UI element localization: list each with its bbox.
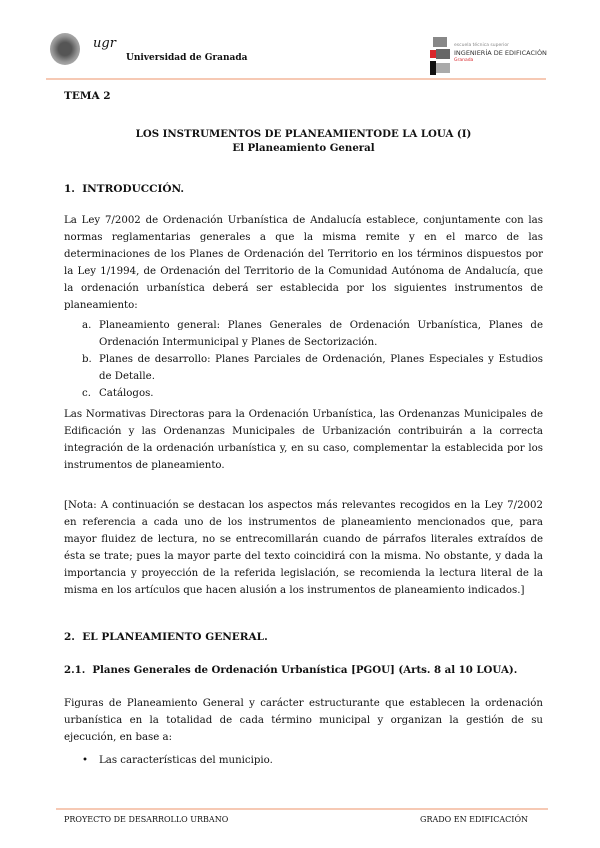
section-2-heading: 2. EL PLANEAMIENTO GENERAL.	[64, 631, 268, 643]
footer-divider	[56, 808, 548, 810]
list-item: • Las características del municipio.	[64, 752, 543, 769]
tema-label: TEMA 2	[64, 90, 111, 102]
instruments-list	[64, 317, 543, 402]
school-city: Granada	[454, 58, 474, 63]
footer-right: GRADO EN EDIFICACIÓN	[420, 815, 528, 824]
list-item: a. Planeamiento general: Planes Generales de Ordenación Urbanística, Planes de Ordenación Intermunicipal y Planes de Sectorización.	[82, 320, 543, 348]
school-name: INGENIERÍA DE EDIFICACIÓN	[454, 49, 547, 57]
school-small-label: escuela técnica superior	[454, 43, 509, 48]
document-title: LOS INSTRUMENTOS DE PLANEAMIENTODE LA LOUA (I)	[135, 128, 472, 140]
note-paragraph: [Nota: A continuación se destacan los aspectos más relevantes recogidos en la Ley 7/2002 en referencia a cada uno de los instrumentos de planeamiento mencionados que, para mayor fluidez de lectura, no se entrecomillarán cuando de párrafos literales extraídos de ésta se trate; pues la mayor parte del texto coincidirá con la misma. No obstante, y dada la importancia y proyección de la referida legislación, se recomienda la lectura literal de la misma en los artículos que hacen alusión a los instrumentos de planeamiento indicados.]	[64, 500, 543, 596]
footer-left: PROYECTO DE DESARROLLO URBANO	[64, 815, 229, 824]
pgou-paragraph: Figuras de Planeamiento General y carácter estructurante que establecen la ordenación urbanística en la totalidad de cada término municipal y organizan la gestión de su ejecución, en base a:	[64, 698, 543, 743]
normativas-paragraph: Las Normativas Directoras para la Ordenación Urbanística, las Ordenanzas Municipales de Edificación y las Ordenanzas Municipales de Urbanización contribuirán a la correcta integración de la ordenación urbanística y, en su caso, complementar la establecida por los instrumentos de planeamiento.	[64, 409, 543, 471]
bullet-list	[64, 752, 543, 769]
section-1-heading: 1. INTRODUCCIÓN.	[64, 183, 185, 195]
list-item: b. Planes de desarrollo: Planes Parciales de Ordenación, Planes Especiales y Estudios de Detalle.	[82, 354, 543, 382]
school-logo	[430, 37, 450, 75]
university-seal-logo	[50, 33, 80, 65]
document-subtitle: El Planeamiento General	[232, 142, 375, 154]
university-name: Universidad de Granada	[126, 53, 248, 63]
ugr-mark: ugr	[93, 36, 116, 51]
list-item: c. Catálogos.	[82, 388, 154, 399]
intro-paragraph: La Ley 7/2002 de Ordenación Urbanística de Andalucía establece, conjuntamente con las normas reglamentarias generales a que la misma remite y en el marco de las determinaciones de los Planes de Ordenación del Territorio en los términos dispuestos por la Ley 1/1994, de Ordenación del Territorio de la Comunidad Autónoma de Andalucía, que la ordenación urbanística deberá ser establecida por los siguientes instrumentos de planeamiento:	[64, 215, 543, 311]
bullet-icon: •	[82, 755, 89, 766]
subsection-2-1-heading: 2.1. Planes Generales de Ordenación Urbanística [PGOU] (Arts. 8 al 10 LOUA).	[64, 664, 518, 676]
header-divider	[46, 78, 546, 80]
